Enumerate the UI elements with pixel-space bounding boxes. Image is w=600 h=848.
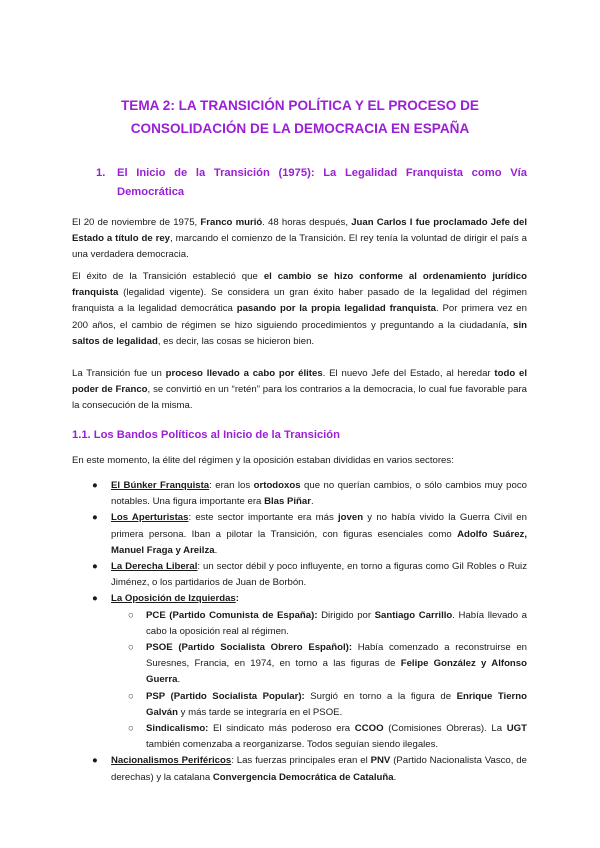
section-1-1-heading: 1.1. Los Bandos Políticos al Inicio de la Transición bbox=[72, 429, 340, 441]
title-line-1: TEMA 2: LA TRANSICIÓN POLÍTICA Y EL PROCESO DE bbox=[120, 98, 479, 113]
sublist-item-psoe: ○ PSOE (Partido Socialista Obrero Español): Había comenzado a reconstruirse en Suresnes, Francia, en 1974, en torno a las figuras de Felipe González y Alfonso Guerra. bbox=[128, 642, 527, 686]
sublist-item-psp: ○ PSP (Partido Socialista Popular): Surgió en torno a la figura de Enrique Tierno Galván y más tarde se integraría en el PSOE. bbox=[128, 690, 527, 718]
list-item-oposicion-izquierdas: ● La Oposición de Izquierdas: ○ PCE (Partido Comunista de España): Dirigido por Santiago Carrillo. Había llevado a cabo la oposición real al régimen. ○ PSOE (Partido Socialista Obrero Español): Había comenzado a reconstruirse en Suresnes, Francia, en 1974, en torno a las figuras de Felipe González y Alfonso Guerra. ○ PSP (Partido Socialista Popular): Surgió en torno a la figura de Enrique Tierno Galván y más tarde se integraría en el PSOE. ○ Sindicalismo: El sindicato más poderoso era CCOO (Comisiones Obreras). La UGT también comenzaba a reorganizarse. Todos seguían siendo ilegales. bbox=[72, 591, 527, 753]
sub-bullet-icon: ○ bbox=[128, 723, 134, 735]
sub-bullet-icon: ○ bbox=[128, 609, 134, 621]
section-1-number: 1. bbox=[96, 167, 106, 179]
sub-bullet-icon: ○ bbox=[128, 642, 134, 654]
paragraph-2: El éxito de la Transición estableció que el cambio se hizo conforme al ordenamiento jurídico franquista (legalidad vigente). Se considera un gran éxito haber pasado de la legalidad del régimen franquista a la legalidad democrática pasando por la propia legalidad franquista. Por primera vez en 200 años, el cambio de régimen se hizo siguiendo procedimientos y preguntando a la ciudadanía, sin saltos de legalidad, es decir, las cosas se hicieron bien. bbox=[72, 271, 527, 347]
section-1-heading: El Inicio de la Transición (1975): La Legalidad Franquista como Vía Democrática bbox=[117, 167, 527, 198]
title-line-2: CONSOLIDACIÓN DE LA DEMOCRACIA EN ESPAÑA bbox=[130, 121, 470, 136]
bullet-icon: ● bbox=[92, 480, 98, 491]
list-item-aperturistas: ● Los Aperturistas: este sector importante era más joven y no había vivido la Guerra Civil en primera persona. Iban a pilotar la Transición, con figuras esenciales como Adolfo Suárez, Manuel Fraga y Areilza. bbox=[92, 512, 527, 556]
document-title bbox=[60, 94, 540, 140]
paragraph-3: La Transición fue un proceso llevado a cabo por élites. El nuevo Jefe del Estado, al heredar todo el poder de Franco, se convirtió en un “retén” para los contrarios a la democracia, lo cual fue favorable para la consecución de la misma. bbox=[72, 368, 527, 412]
paragraph-4: En este momento, la élite del régimen y la oposición estaban divididas en varios sectores: bbox=[72, 455, 454, 466]
bullet-icon: ● bbox=[92, 755, 98, 767]
factions-list bbox=[72, 478, 527, 786]
paragraph-1: El 20 de noviembre de 1975, Franco murió. 48 horas después, Juan Carlos I fue proclamado Jefe del Estado a título de rey, marcando el comienzo de la Transición. El rey tenía la voluntad de dirigir el país a una verdadera democracia. bbox=[72, 217, 527, 261]
bullet-icon: ● bbox=[92, 593, 98, 605]
list-item-derecha-liberal: ● La Derecha Liberal: un sector débil y poco influyente, en torno a figuras como Gil Robles o Ruiz Jiménez, o los partidarios de Juan de Borbón. bbox=[92, 561, 527, 589]
sublist-item-pce: ○ PCE (Partido Comunista de España): Dirigido por Santiago Carrillo. Había llevado a cabo la oposición real al régimen. bbox=[128, 609, 528, 637]
sub-bullet-icon: ○ bbox=[128, 690, 134, 702]
list-item-bunker: ● El Búnker Franquista: eran los ortodoxos que no querían cambios, o sólo cambios muy poco notables. Una figura importante era Blas Piñar. bbox=[92, 480, 527, 508]
left-opposition-sublist bbox=[111, 608, 527, 754]
list-item-nacionalismos: ● Nacionalismos Periféricos: Las fuerzas principales eran el PNV (Partido Nacionalista Vasco, de derechas) y la catalana Convergencia Democrática de Cataluña. bbox=[92, 755, 527, 783]
bullet-icon: ● bbox=[92, 561, 98, 573]
sublist-item-sindicalismo: ○ Sindicalismo: El sindicato más poderoso era CCOO (Comisiones Obreras). La UGT también comenzaba a reorganizarse. Todos seguían siendo ilegales. bbox=[128, 723, 527, 751]
bullet-icon: ● bbox=[92, 512, 98, 524]
